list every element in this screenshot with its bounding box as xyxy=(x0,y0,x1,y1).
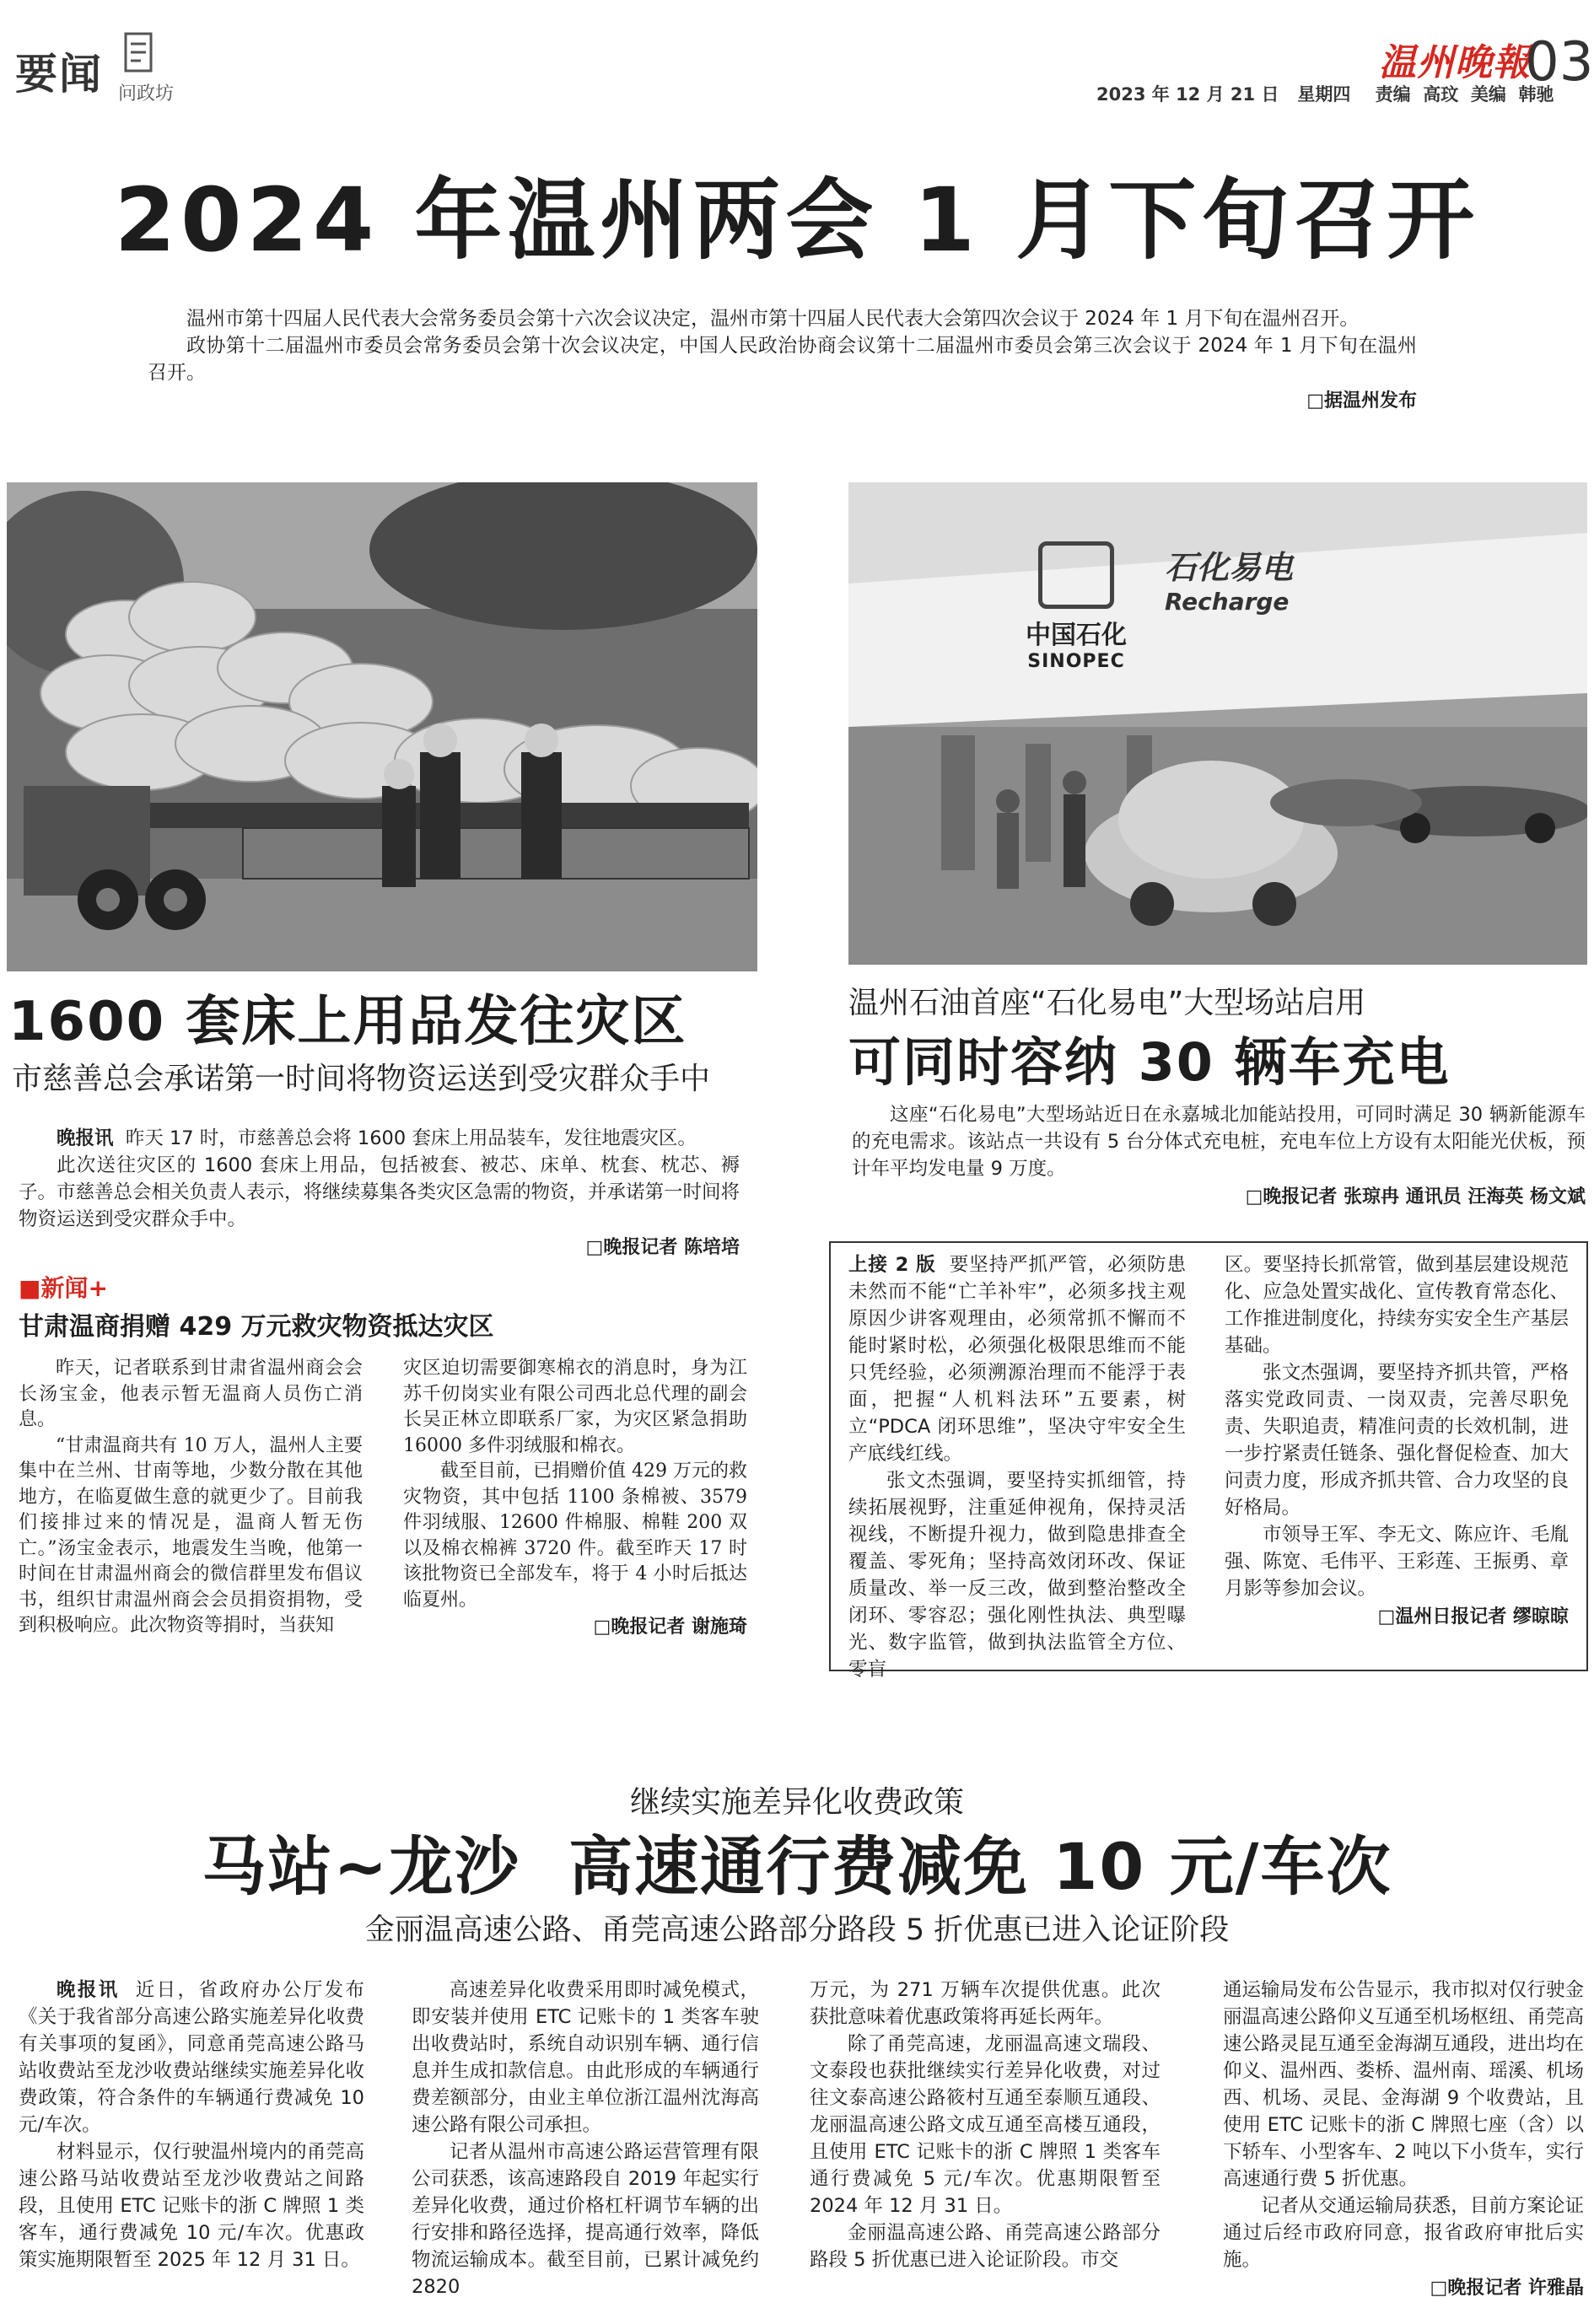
bottom-paragraph: 高速差异化收费采用即时减免模式，即安装并使用 ETC 记账卡的 1 类客车驶出收费站时，系统自动识别车辆、通行信息并生成扣款信息。由此形成的车辆通行费差额部分，由业主单位浙江温州沈海高速公路有限公司承担。 xyxy=(412,1979,759,2136)
bottom-kicker: 继续实施差异化收费政策 xyxy=(629,1785,964,1820)
box-col1 xyxy=(848,1251,1186,1683)
bottom-col2 xyxy=(412,1977,759,2300)
left-lead-label: 晚报讯 xyxy=(57,1127,114,1149)
bottom-paragraph: 材料显示，仅行驶温州境内的甬莞高速公路马站收费站至龙沙收费站之间路段，且使用 ETC 记账卡的浙 C 牌照 1 类客车，通行费减免 10 元/车次。优惠政策实施期限暂至 2025 年 12 月 31 日。 xyxy=(19,2141,364,2271)
news-plus-tag: ■新闻+ xyxy=(19,1274,108,1302)
news-plus-paragraph: 灾区迫切需要御寒棉衣的消息时，身为江苏千仞岗实业有限公司西北总代理的副会长吴正林立即联系厂家，为灾区紧急捐助 16000 多件羽绒服和棉衣。 xyxy=(403,1358,747,1456)
bottom-paragraph-text: 近日，省政府办公厅发布《关于我省部分高速公路实施差异化收费有关事项的复函》，同意甬莞高速公路马站收费站至龙沙收费站继续实施差异化收费政策，符合条件的车辆通行费减免 10 元/车次。 xyxy=(19,1979,364,2136)
left-subhead: 市慈善总会承诺第一时间将物资运送到受灾群众手中 xyxy=(12,1062,711,1096)
masthead-logo: 温州晚報 xyxy=(1379,41,1531,84)
bottom-byline: □晚报记者 许雅晶 xyxy=(1430,2278,1584,2299)
box-byline: □温州日报记者 缪晾晾 xyxy=(1377,1606,1569,1627)
photo-relief-truck xyxy=(7,482,757,971)
news-plus-headline: 甘肃温商捐赠 429 万元救灾物资抵达灾区 xyxy=(19,1312,494,1342)
bottom-paragraph: 金丽温高速公路、甬莞高速公路部分路段 5 折优惠已进入论证阶段。市交 xyxy=(810,2222,1160,2271)
recharge-sign-cn: 石化易电 xyxy=(1165,549,1294,586)
photo-charging-station xyxy=(848,482,1587,965)
sinopec-sign-cn: 中国石化 xyxy=(1026,621,1127,650)
bottom-lead-label: 晚报讯 xyxy=(57,1979,120,2001)
lead-byline: □据温州发布 xyxy=(1306,390,1417,412)
right-paragraph: 这座“石化易电”大型场站近日在永嘉城北加能站投用，可同时满足 30 辆新能源车的充电需求。该站点一共设有 5 台分体式充电桩，充电车位上方设有太阳能光伏板，预计年平均发电量 9 万度。 xyxy=(852,1104,1586,1180)
sinopec-logo-icon xyxy=(1038,541,1114,609)
recharge-sign-en: Recharge xyxy=(1165,588,1290,616)
news-plus-col2 xyxy=(403,1356,747,1641)
box-paragraph: 市领导王军、李无文、陈应许、毛胤强、陈宽、毛伟平、王彩莲、王振勇、章月影等参加会议。 xyxy=(1225,1524,1569,1600)
right-headline: 可同时容纳 30 辆车充电 xyxy=(848,1031,1451,1093)
box-col2 xyxy=(1225,1251,1569,1631)
left-body xyxy=(19,1125,740,1262)
right-kicker: 温州石油首座“石化易电”大型场站启用 xyxy=(848,986,1366,1020)
left-byline: □晚报记者 陈培培 xyxy=(585,1237,740,1258)
news-plus-paragraph: 昨天，记者联系到甘肃省温州商会会长汤宝金，他表示暂无温商人员伤亡消息。 xyxy=(19,1358,363,1430)
bottom-paragraph: 通运输局发布公告显示，我市拟对仅行驶金丽温高速公路仰义互通至机场枢纽、甬莞高速公路灵昆互通至金海湖互通段，进出均在仰义、温州西、娄桥、温州南、瑶溪、机场西、机场、灵昆、金海湖 9 个收费站，且使用 ETC 记账卡的浙 C 牌照七座（含）以下轿车、小型客车、2 吨以下小货车，实行高速通行费 5 折优惠。 xyxy=(1223,1979,1584,2190)
right-body xyxy=(852,1101,1586,1211)
lead-paragraph: 政协第十二届温州市委员会常务委员会第十次会议决定，中国人民政治协商会议第十二届温州市委员会第三次会议于 2024 年 1 月下旬在温州召开。 xyxy=(148,335,1417,384)
box-paragraph: 张文杰强调，要坚持齐抓共管，严格落实党政同责、一岗双责，完善尽职免责、失职追责，精准问责的长效机制，进一步拧紧责任链条、强化督促检查、加大问责力度，形成齐抓共管、合力攻坚的良好格局。 xyxy=(1225,1362,1569,1519)
page-header xyxy=(0,0,1594,110)
left-paragraph: 此次送往灾区的 1600 套床上用品，包括被套、被芯、床单、枕套、枕芯、褥子。市慈善总会相关负责人表示，将继续募集各类灾区急需的物资，并承诺第一时间将物资运送到受灾群众手中。 xyxy=(19,1154,740,1230)
box-label: 上接 2 版 xyxy=(848,1254,936,1276)
news-plus-paragraph: “甘肃温商共有 10 万人，温州人主要集中在兰州、甘南等地，少数分散在其他地方，在临夏做生意的就更少了。目前我们接排过来的情况是，温商人暂无伤亡。”汤宝金表示，地震发生当晚，他第一时间在甘肃温州商会的微信群里发布倡议书，组织甘肃温州商会会员捐资捐物，受到积极响应。此次物资等捐时，当获知 xyxy=(19,1434,363,1636)
section-name: 要闻 xyxy=(15,49,103,99)
box-paragraph: 区。要坚持长抓常管，做到基层建设规范化、应急处置实战化、宣传教育常态化、工作推进制度化，持续夯实安全生产基层基础。 xyxy=(1225,1254,1569,1357)
bottom-subhead: 金丽温高速公路、甬莞高速公路部分路段 5 折优惠已进入论证阶段 xyxy=(364,1913,1230,1947)
lead-body xyxy=(148,305,1417,415)
dateline: 2023 年 12 月 21 日 星期四 责编 高玟 美编 韩驰 xyxy=(1096,84,1554,105)
left-paragraph xyxy=(19,1125,740,1152)
column-name: 问政坊 xyxy=(118,83,175,105)
lead-paragraph: 温州市第十四届人民代表大会常务委员会第十六次会议决定，温州市第十四届人民代表大会第四次会议于 2024 年 1 月下旬在温州召开。 xyxy=(186,308,1360,330)
bottom-paragraph xyxy=(19,1977,364,2138)
bottom-headline: 马站~龙沙 高速通行费减免 10 元/车次 xyxy=(202,1829,1392,1904)
bottom-paragraph: 万元，为 271 万辆车次提供优惠。此次获批意味着优惠政策将再延长两年。 xyxy=(810,1979,1160,2028)
lead-headline: 2024 年温州两会 1 月下旬召开 xyxy=(114,169,1480,272)
bottom-paragraph: 除了甬莞高速，龙丽温高速文瑞段、文泰段也获批继续实行差异化收费，对过往文泰高速公路筱村互通至泰顺互通段、龙丽温高速公路文成互通至高楼互通段，且使用 ETC 记账卡的浙 C 牌照 1 类客车通行费减免 5 元/车次。优惠期限暂至 2024 年 12 月 31 日。 xyxy=(810,2033,1160,2217)
box-paragraph xyxy=(848,1251,1186,1467)
bottom-col4 xyxy=(1223,1977,1584,2302)
news-plus-col1 xyxy=(19,1356,363,1639)
right-byline: □晚报记者 张琼冉 通讯员 汪海英 杨文斌 xyxy=(1245,1186,1586,1208)
bottom-paragraph: 记者从温州市高速公路运营管理有限公司获悉，该高速路段自 2019 年起实行差异化收费，通过价格杠杆调节车辆的出行安排和路径选择，提高通行效率，降低物流运输成本。截至目前，已累计减免约 2820 xyxy=(412,2141,759,2298)
page-number: 03 xyxy=(1525,31,1594,94)
column-icon xyxy=(121,30,158,74)
box-paragraph: 张文杰强调，要坚持实抓细管，持续拓展视野，注重延伸视角，保持灵活视线，不断提升视力，做到隐患排查全覆盖、零死角；坚持高效闭环改、保证质量改、举一反三改，做到整治整改全闭环、零容忍；强化刚性执法、典型曝光、数字监管，做到执法监管全方位、零盲 xyxy=(848,1470,1186,1681)
news-plus-byline: □晚报记者 谢施琦 xyxy=(593,1617,747,1638)
box-paragraph-text: 要坚持严抓严管，必须防患未然而不能“亡羊补牢”，必须多找主观原因少讲客观理由，必须常抓不懈而不能时紧时松，必须强化极限思维而不能只凭经验，必须溯源治理而不能浮于表面，把握“人机料法环”五要素，树立“PDCA 闭环思维”，坚决守牢安全生产底线红线。 xyxy=(848,1254,1186,1465)
sinopec-sign-en: SINOPEC xyxy=(1027,651,1125,672)
left-paragraph-text: 昨天 17 时，市慈善总会将 1600 套床上用品装车，发往地震灾区。 xyxy=(125,1127,697,1149)
recharge-sign xyxy=(1165,541,1293,616)
bottom-col1 xyxy=(19,1977,364,2273)
news-plus-paragraph: 截至目前，已捐赠价值 429 万元的救灾物资，其中包括 1100 条棉被、3579 件羽绒服、12600 件棉服、棉鞋 200 双以及棉衣棉裤 3720 件。截至昨天 17 时该批物资已全部发车，将于 4 小时后抵达临夏州。 xyxy=(403,1461,747,1611)
bottom-col3 xyxy=(810,1977,1160,2273)
left-headline: 1600 套床上用品发往灾区 xyxy=(8,991,687,1053)
sinopec-sign xyxy=(1026,541,1127,672)
bottom-paragraph: 记者从交通运输局获悉，目前方案论证通过后经市政府同意，报省政府审批后实施。 xyxy=(1223,2195,1584,2271)
